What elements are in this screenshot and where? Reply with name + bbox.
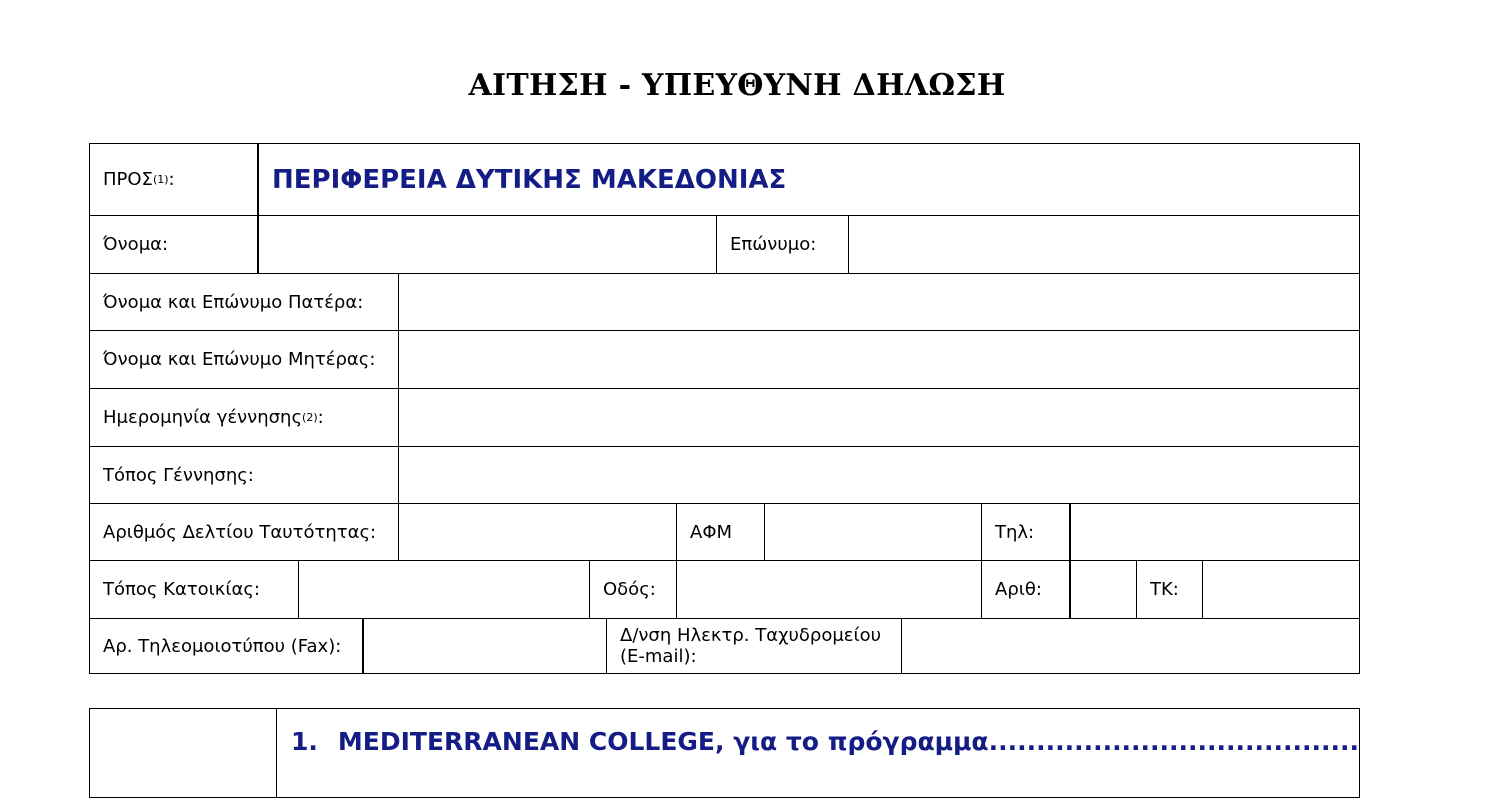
father-label: Όνομα και Επώνυμο Πατέρα: [103, 291, 364, 313]
fax-input[interactable] [362, 618, 607, 674]
residence-label: Τόπος Κατοικίας: [103, 579, 260, 600]
fax-label-cell [89, 618, 364, 674]
page-title: ΑΙΤΗΣΗ - ΥΠΕΥΘΥΝΗ ΔΗΛΩΣΗ [468, 68, 1006, 103]
course-number: 1. [291, 727, 318, 756]
email-label-cell [606, 618, 902, 674]
pros-label-cell: ΠΡΟΣ (1) : [89, 143, 258, 216]
street-label: Οδός: [603, 579, 656, 600]
name-input[interactable] [257, 215, 717, 274]
pros-value: ΠΕΡΙΦΕΡΕΙΑ ΔΥΤΙΚΗΣ ΜΑΚΕΔΟΝΙΑΣ [272, 164, 787, 195]
birthdate-colon: : [317, 407, 324, 428]
number-label: Αριθ: [995, 579, 1042, 600]
id-input[interactable] [398, 503, 677, 561]
pros-value-cell[interactable] [257, 143, 1360, 216]
mother-label: Όνομα και Επώνυμο Μητέρας: [103, 349, 376, 370]
row-residence [89, 560, 1360, 619]
row-id [89, 503, 1360, 561]
birthdate-label: Ημερομηνία γέννησης [103, 407, 303, 428]
id-label: Αριθμός Δελτίου Ταυτότητας: [103, 521, 377, 543]
row-fax-email [89, 618, 1360, 674]
residence-input[interactable] [298, 560, 590, 619]
mother-input[interactable] [398, 330, 1360, 389]
id-label-cell [89, 503, 399, 561]
street-input[interactable] [676, 560, 982, 619]
mother-label-cell [89, 330, 399, 389]
phone-label-cell [981, 503, 1071, 561]
fax-label: Αρ. Τηλεομοιοτύπου (Fax): [103, 635, 342, 657]
birthplace-label-cell [89, 446, 399, 504]
street-label-cell [589, 560, 677, 619]
number-input[interactable] [1070, 560, 1137, 619]
row-birthplace [89, 446, 1360, 504]
afm-label-cell [676, 503, 765, 561]
zip-label: ΤΚ: [1150, 579, 1179, 600]
zip-label-cell [1136, 560, 1203, 619]
father-label-cell [89, 273, 399, 331]
surname-label-cell [716, 215, 849, 274]
phone-label: Τηλ: [995, 521, 1035, 543]
birthdate-label-cell: Ημερομηνία γέννησης (2) : [89, 388, 399, 447]
row-mother [89, 330, 1360, 389]
row-father [89, 273, 1360, 331]
surname-input[interactable] [848, 215, 1360, 274]
birthplace-label: Τόπος Γέννησης: [103, 464, 254, 486]
afm-input[interactable] [764, 503, 982, 561]
pros-label: ΠΡΟΣ [103, 169, 153, 190]
email-input[interactable] [901, 618, 1360, 674]
birthplace-input[interactable] [398, 446, 1360, 504]
father-input[interactable] [398, 273, 1360, 331]
name-label: Όνομα: [103, 234, 169, 255]
row-birthdate [89, 388, 1360, 447]
birthdate-input[interactable] [398, 388, 1360, 447]
course-text: MEDITERRANEAN COLLEGE, για το πρόγραμμα....................................... [337, 727, 1359, 756]
residence-label-cell [89, 560, 299, 619]
surname-label: Επώνυμο: [730, 234, 817, 255]
row-pros [89, 143, 1360, 216]
zip-input[interactable] [1202, 560, 1360, 619]
pros-colon: : [168, 169, 175, 190]
name-label-cell [89, 215, 258, 274]
email-label: Δ/νση Ηλεκτρ. Ταχυδρομείου (E-mail): [620, 625, 882, 667]
phone-input[interactable] [1070, 503, 1360, 561]
number-label-cell [981, 560, 1071, 619]
row-name [89, 215, 1360, 274]
afm-label: ΑΦΜ [690, 521, 733, 543]
